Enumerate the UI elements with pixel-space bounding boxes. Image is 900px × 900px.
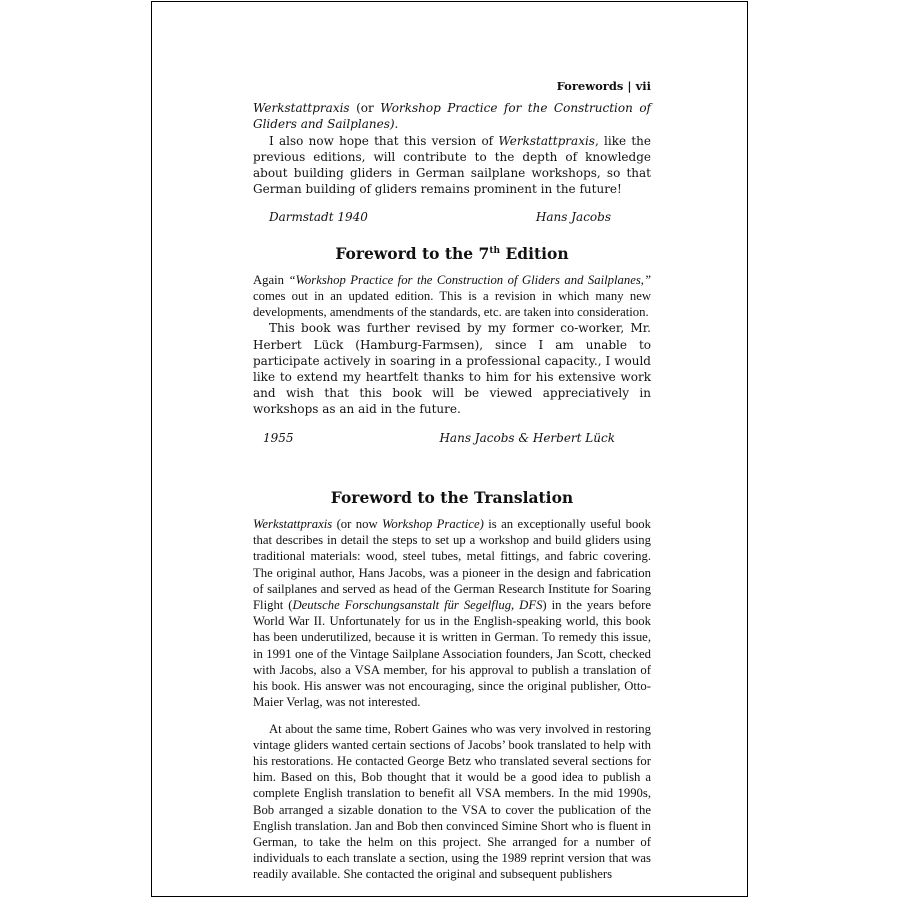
para-text-2: is an exceptionally useful book that describes in detail the steps to set up a workshop and build gliders using traditional materials: wood, steel tubes, metal fittings, and fabric covering. The original author, Hans Jacobs, was a pioneer in the design and fabrication of sailplanes and served as head of the German Research Institute for Soaring Flight ( bbox=[253, 517, 651, 613]
intro-paragraph bbox=[253, 133, 651, 198]
intro-title-english: Workshop Practice for the Construction of Gliders and Sailplanes). bbox=[253, 101, 651, 132]
header-separator: | bbox=[627, 79, 632, 93]
foreword-7-paragraph-2: This book was further revised by my former co-worker, Mr. Herbert Lück (Hamburg-Farmsen), since I am unable to participate actively in soaring in a professional capacity., I would like to extend my heartfelt thanks to him for his extensive work and wish that this book will be viewed appreciatively in workshops as an aid in the future. bbox=[253, 321, 651, 417]
intro-para-text-1: I also now hope that this version of bbox=[269, 133, 499, 148]
para-italic-2: Workshop Practice) bbox=[382, 517, 484, 532]
translation-heading: Foreword to the Translation bbox=[330, 487, 574, 507]
para-text: Again bbox=[253, 272, 289, 287]
running-header bbox=[253, 78, 651, 94]
para-text-3: ) in the years before World War II. Unfortunately for us in the English-speaking world, this book has been underutilized, because it is written in German. To remedy this issue, in 1991 one of the Vintage Sailplane Association founders, Jan Scott, checked with Jacobs, also a VSA member, for his approval to publish a translation of his book. His answer was not encouraging, since the original publisher, Otto-Maier Verlag, was not interested. bbox=[253, 598, 651, 710]
book-page bbox=[253, 78, 651, 883]
para-italic-title: “Workshop Practice for the Construction of Gliders and Sailplanes,” bbox=[288, 272, 652, 287]
intro-title-italic: Werkstattpraxis bbox=[253, 101, 350, 116]
header-page-number: vii bbox=[635, 79, 651, 93]
heading-superscript: th bbox=[489, 245, 501, 256]
para-italic-1: Werkstattpraxis bbox=[253, 517, 333, 532]
signature-place: Darmstadt 1940 bbox=[269, 210, 368, 225]
foreword-7-heading bbox=[253, 243, 651, 263]
intro-signature bbox=[253, 209, 651, 225]
header-title: Forewords bbox=[556, 79, 624, 93]
heading-text: Foreword to the 7 bbox=[335, 243, 490, 263]
para-text-after: comes out in an updated edition. This is a revision in which many new developments, amendments of the standards, etc. are taken into consideration. bbox=[253, 289, 651, 320]
intro-text: (or bbox=[349, 101, 381, 116]
translation-paragraph-1 bbox=[253, 516, 651, 710]
intro-para-text-2: , like the previous editions, will contribute to the depth of knowledge about building gliders in German sailplane workshops, so that German building of gliders remains prominent in the future! bbox=[253, 133, 651, 197]
signature-name: Hans Jacobs bbox=[535, 210, 611, 225]
para-text-1: (or now bbox=[332, 517, 382, 532]
intro-continuation bbox=[253, 100, 651, 132]
intro-para-italic: Werkstattpraxis bbox=[498, 133, 595, 148]
heading-text-end: Edition bbox=[500, 243, 569, 263]
signature-names: Hans Jacobs & Herbert Lück bbox=[439, 430, 615, 445]
translation-paragraph-2: At about the same time, Robert Gaines who was very involved in restoring vintage gliders wanted certain sections of Jacobs’ book translated to help with his restorations. He contacted George Betz who translated several sections for him. Based on this, Bob thought that it would be a good idea to publish a complete English translation to benefit all VSA members. In the mid 1990s, Bob arranged a sizable donation to the VSA to cover the publication of the English translation. Jan and Bob then convinced Simine Short who is fluent in German, to take the helm on this project. She arranged for a number of individuals to each translate a section, using the 1989 reprint version that was readily available. She contacted the original and subsequent publishers bbox=[253, 721, 651, 882]
foreword-7-paragraph-1 bbox=[253, 272, 651, 321]
foreword-7-signature bbox=[253, 430, 651, 446]
para-italic-3: Deutsche Forschungsanstalt für Segelflug, DFS bbox=[292, 598, 543, 613]
signature-year: 1955 bbox=[263, 430, 294, 445]
